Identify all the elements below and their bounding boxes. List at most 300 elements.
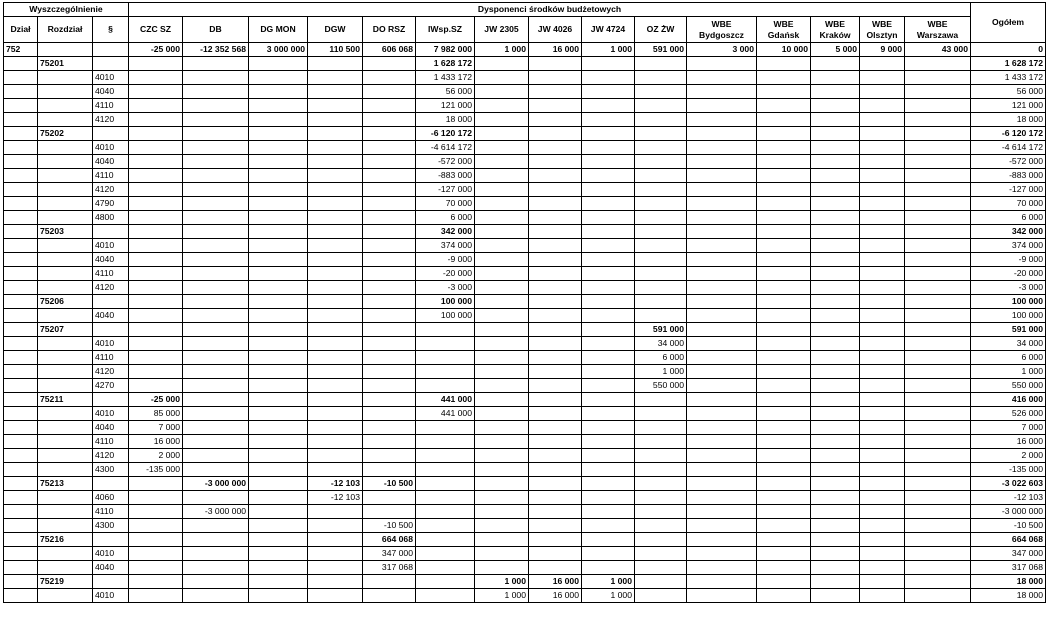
cell-amount [529, 183, 582, 197]
cell-amount [757, 575, 811, 589]
cell-amount [687, 351, 757, 365]
cell-amount: 1 000 [582, 589, 635, 603]
cell-amount [811, 337, 860, 351]
cell-amount [811, 393, 860, 407]
cell-amount [635, 393, 687, 407]
cell-amount [582, 281, 635, 295]
cell-rozdzial [38, 253, 93, 267]
cell-amount [129, 113, 183, 127]
cell-amount [363, 351, 416, 365]
cell-amount [757, 57, 811, 71]
cell-dzial [4, 99, 38, 113]
header-group-right: Dysponenci środków budżetowych [129, 3, 971, 17]
cell-amount [249, 253, 308, 267]
cell-amount [860, 351, 905, 365]
cell-amount: 5 000 [811, 43, 860, 57]
cell-amount [183, 211, 249, 225]
cell-amount [183, 365, 249, 379]
cell-total: 100 000 [971, 295, 1046, 309]
cell-amount [249, 99, 308, 113]
cell-rozdzial: 75211 [38, 393, 93, 407]
cell-amount [860, 169, 905, 183]
cell-amount [529, 407, 582, 421]
cell-paragraph [93, 57, 129, 71]
cell-amount [860, 183, 905, 197]
cell-amount [416, 365, 475, 379]
cell-amount [129, 295, 183, 309]
cell-rozdzial [38, 99, 93, 113]
cell-amount [183, 463, 249, 477]
cell-amount [129, 351, 183, 365]
cell-amount [529, 253, 582, 267]
cell-paragraph: 4110 [93, 351, 129, 365]
cell-amount [129, 183, 183, 197]
cell-amount [249, 435, 308, 449]
cell-amount [905, 267, 971, 281]
header-rozdzial: Rozdział [38, 17, 93, 43]
table-row [4, 589, 1046, 603]
table-row [4, 211, 1046, 225]
cell-amount [416, 463, 475, 477]
cell-amount [529, 337, 582, 351]
cell-amount [475, 57, 529, 71]
cell-amount [582, 421, 635, 435]
cell-amount [475, 281, 529, 295]
cell-amount [582, 463, 635, 477]
cell-amount [308, 113, 363, 127]
cell-rozdzial [38, 589, 93, 603]
cell-amount [363, 421, 416, 435]
cell-amount [582, 225, 635, 239]
cell-amount [687, 309, 757, 323]
cell-rozdzial [38, 491, 93, 505]
cell-amount: 85 000 [129, 407, 183, 421]
cell-amount [249, 57, 308, 71]
cell-amount [529, 379, 582, 393]
cell-dzial [4, 561, 38, 575]
cell-amount [183, 519, 249, 533]
cell-amount [635, 99, 687, 113]
cell-amount [582, 197, 635, 211]
table-row [4, 43, 1046, 57]
cell-paragraph: 4110 [93, 435, 129, 449]
cell-amount [183, 141, 249, 155]
cell-amount [529, 477, 582, 491]
cell-amount [757, 267, 811, 281]
cell-amount [308, 407, 363, 421]
cell-amount [308, 253, 363, 267]
cell-dzial [4, 393, 38, 407]
cell-amount [811, 547, 860, 561]
cell-amount [308, 351, 363, 365]
cell-dzial [4, 141, 38, 155]
cell-total: 347 000 [971, 547, 1046, 561]
cell-paragraph [93, 533, 129, 547]
cell-amount [811, 169, 860, 183]
cell-total: 2 000 [971, 449, 1046, 463]
table-row [4, 71, 1046, 85]
cell-amount [687, 491, 757, 505]
cell-amount [529, 211, 582, 225]
cell-amount [129, 239, 183, 253]
cell-amount [475, 323, 529, 337]
cell-amount [249, 183, 308, 197]
cell-amount [687, 197, 757, 211]
cell-amount [757, 365, 811, 379]
cell-dzial [4, 155, 38, 169]
cell-amount [860, 477, 905, 491]
cell-amount [860, 337, 905, 351]
cell-amount [687, 533, 757, 547]
cell-amount [860, 491, 905, 505]
cell-amount [475, 183, 529, 197]
cell-amount [249, 295, 308, 309]
cell-amount [860, 365, 905, 379]
cell-amount [529, 113, 582, 127]
cell-amount [529, 393, 582, 407]
cell-amount [183, 421, 249, 435]
cell-amount [183, 239, 249, 253]
header-dispenser: OZ ŻW [635, 17, 687, 43]
cell-amount [249, 533, 308, 547]
cell-rozdzial [38, 211, 93, 225]
cell-amount [687, 379, 757, 393]
cell-amount [757, 281, 811, 295]
cell-amount [811, 211, 860, 225]
cell-amount [183, 295, 249, 309]
table-row [4, 267, 1046, 281]
cell-amount [635, 589, 687, 603]
cell-amount [757, 127, 811, 141]
header-paragraph: § [93, 17, 129, 43]
cell-amount [635, 505, 687, 519]
cell-amount [529, 155, 582, 169]
cell-amount [905, 491, 971, 505]
cell-amount [635, 491, 687, 505]
cell-amount [582, 519, 635, 533]
table-row [4, 113, 1046, 127]
cell-rozdzial [38, 463, 93, 477]
cell-paragraph [93, 295, 129, 309]
cell-amount [687, 85, 757, 99]
cell-amount [811, 267, 860, 281]
cell-amount [183, 393, 249, 407]
cell-amount [363, 197, 416, 211]
cell-amount [757, 407, 811, 421]
cell-amount [757, 253, 811, 267]
cell-paragraph: 4040 [93, 561, 129, 575]
cell-amount [363, 379, 416, 393]
cell-amount [475, 561, 529, 575]
cell-dzial [4, 281, 38, 295]
cell-amount [905, 197, 971, 211]
table-row [4, 323, 1046, 337]
cell-amount [905, 239, 971, 253]
cell-amount [905, 547, 971, 561]
cell-amount [475, 407, 529, 421]
cell-rozdzial [38, 379, 93, 393]
cell-amount [529, 491, 582, 505]
cell-paragraph [93, 477, 129, 491]
cell-amount [183, 379, 249, 393]
cell-amount [475, 239, 529, 253]
table-row [4, 155, 1046, 169]
cell-amount [529, 99, 582, 113]
cell-amount: -9 000 [416, 253, 475, 267]
cell-amount [635, 421, 687, 435]
cell-rozdzial [38, 113, 93, 127]
cell-amount [183, 449, 249, 463]
cell-paragraph: 4040 [93, 155, 129, 169]
header-dispenser: JW 2305 [475, 17, 529, 43]
cell-amount [811, 379, 860, 393]
header-dispenser: WBE Kraków [811, 17, 860, 43]
cell-total: 1 000 [971, 365, 1046, 379]
table-row [4, 127, 1046, 141]
cell-amount [308, 141, 363, 155]
cell-amount [529, 351, 582, 365]
cell-amount [529, 169, 582, 183]
cell-amount [860, 99, 905, 113]
cell-amount [183, 491, 249, 505]
cell-amount [183, 127, 249, 141]
cell-amount: -10 500 [363, 519, 416, 533]
cell-amount [249, 141, 308, 155]
header-total: Ogółem [971, 3, 1046, 43]
cell-amount [129, 477, 183, 491]
cell-rozdzial [38, 561, 93, 575]
cell-amount [529, 519, 582, 533]
cell-amount [416, 435, 475, 449]
cell-total: 34 000 [971, 337, 1046, 351]
cell-amount [308, 211, 363, 225]
cell-amount [249, 85, 308, 99]
cell-amount [308, 337, 363, 351]
header-dispenser: DB [183, 17, 249, 43]
cell-amount [416, 589, 475, 603]
cell-amount [905, 379, 971, 393]
header-dispenser: WBE Warszawa [905, 17, 971, 43]
cell-amount [363, 169, 416, 183]
cell-amount [582, 155, 635, 169]
cell-amount [129, 127, 183, 141]
cell-amount [757, 155, 811, 169]
cell-amount [905, 351, 971, 365]
cell-amount [811, 295, 860, 309]
cell-amount [687, 365, 757, 379]
cell-amount [183, 71, 249, 85]
cell-paragraph [93, 225, 129, 239]
cell-amount [582, 267, 635, 281]
cell-amount: 10 000 [757, 43, 811, 57]
cell-amount [582, 85, 635, 99]
cell-amount: 7 982 000 [416, 43, 475, 57]
cell-amount [757, 113, 811, 127]
cell-amount [475, 519, 529, 533]
cell-amount [308, 309, 363, 323]
cell-total: 342 000 [971, 225, 1046, 239]
cell-amount [905, 505, 971, 519]
cell-amount [687, 589, 757, 603]
cell-dzial [4, 519, 38, 533]
cell-amount [687, 421, 757, 435]
cell-amount [529, 365, 582, 379]
cell-amount [363, 505, 416, 519]
cell-amount: -20 000 [416, 267, 475, 281]
cell-amount [687, 519, 757, 533]
cell-amount [475, 295, 529, 309]
cell-amount [582, 351, 635, 365]
header-dispenser: WBE Olsztyn [860, 17, 905, 43]
cell-amount: 1 000 [582, 43, 635, 57]
cell-amount [183, 435, 249, 449]
cell-rozdzial: 75219 [38, 575, 93, 589]
cell-amount: 16 000 [529, 589, 582, 603]
cell-dzial [4, 127, 38, 141]
cell-amount: -3 000 000 [183, 505, 249, 519]
cell-amount: 6 000 [416, 211, 475, 225]
cell-amount [308, 435, 363, 449]
cell-amount [249, 589, 308, 603]
cell-amount [757, 141, 811, 155]
table-row [4, 141, 1046, 155]
cell-amount [129, 267, 183, 281]
cell-amount [635, 183, 687, 197]
cell-amount [475, 85, 529, 99]
cell-amount [183, 547, 249, 561]
cell-amount [687, 463, 757, 477]
table-row [4, 477, 1046, 491]
cell-total: 374 000 [971, 239, 1046, 253]
cell-paragraph: 4790 [93, 197, 129, 211]
cell-amount [363, 589, 416, 603]
cell-amount [416, 337, 475, 351]
cell-amount [582, 71, 635, 85]
cell-amount [582, 309, 635, 323]
cell-amount [860, 505, 905, 519]
cell-dzial [4, 589, 38, 603]
cell-amount: 606 068 [363, 43, 416, 57]
cell-amount: -6 120 172 [416, 127, 475, 141]
cell-amount [308, 99, 363, 113]
cell-amount [529, 295, 582, 309]
cell-amount [363, 449, 416, 463]
cell-amount [635, 449, 687, 463]
cell-amount [249, 169, 308, 183]
cell-amount [860, 295, 905, 309]
cell-total: 18 000 [971, 575, 1046, 589]
cell-amount [475, 71, 529, 85]
cell-amount [687, 505, 757, 519]
cell-amount [811, 99, 860, 113]
cell-amount [129, 309, 183, 323]
cell-amount [905, 421, 971, 435]
cell-amount [183, 57, 249, 71]
cell-amount [416, 533, 475, 547]
cell-amount [475, 309, 529, 323]
cell-rozdzial: 75203 [38, 225, 93, 239]
cell-total: 526 000 [971, 407, 1046, 421]
table-row [4, 351, 1046, 365]
cell-amount [687, 337, 757, 351]
table-row [4, 85, 1046, 99]
cell-paragraph: 4110 [93, 169, 129, 183]
cell-rozdzial: 75201 [38, 57, 93, 71]
cell-amount [905, 295, 971, 309]
cell-amount [757, 589, 811, 603]
cell-amount [860, 421, 905, 435]
cell-total: -135 000 [971, 463, 1046, 477]
cell-amount [582, 169, 635, 183]
cell-amount [811, 127, 860, 141]
cell-amount [860, 309, 905, 323]
cell-amount: 342 000 [416, 225, 475, 239]
cell-amount [860, 379, 905, 393]
cell-amount [129, 225, 183, 239]
cell-rozdzial [38, 169, 93, 183]
cell-rozdzial: 75202 [38, 127, 93, 141]
cell-amount [905, 365, 971, 379]
cell-amount [860, 113, 905, 127]
cell-amount [811, 57, 860, 71]
cell-amount [860, 575, 905, 589]
cell-dzial [4, 365, 38, 379]
cell-amount [249, 421, 308, 435]
cell-total: 6 000 [971, 351, 1046, 365]
cell-amount [129, 71, 183, 85]
cell-rozdzial: 75206 [38, 295, 93, 309]
cell-rozdzial [38, 141, 93, 155]
cell-paragraph: 4010 [93, 589, 129, 603]
cell-amount [363, 127, 416, 141]
cell-amount [363, 253, 416, 267]
cell-amount [635, 127, 687, 141]
table-row [4, 379, 1046, 393]
cell-rozdzial: 75207 [38, 323, 93, 337]
cell-dzial [4, 211, 38, 225]
cell-amount [416, 477, 475, 491]
cell-amount [249, 477, 308, 491]
cell-amount [757, 351, 811, 365]
cell-amount [475, 155, 529, 169]
cell-amount [811, 477, 860, 491]
table-row [4, 295, 1046, 309]
header-dispenser: CZC SZ [129, 17, 183, 43]
cell-amount [529, 561, 582, 575]
cell-amount [582, 365, 635, 379]
cell-amount [635, 561, 687, 575]
cell-amount [582, 561, 635, 575]
header-dispenser: JW 4724 [582, 17, 635, 43]
cell-paragraph: 4110 [93, 505, 129, 519]
cell-amount [757, 533, 811, 547]
cell-amount [183, 589, 249, 603]
table-row [4, 309, 1046, 323]
cell-amount [905, 169, 971, 183]
cell-amount: 56 000 [416, 85, 475, 99]
cell-total: -4 614 172 [971, 141, 1046, 155]
cell-amount [529, 547, 582, 561]
cell-paragraph [93, 127, 129, 141]
cell-dzial [4, 225, 38, 239]
table-row [4, 519, 1046, 533]
cell-amount [905, 477, 971, 491]
cell-amount [416, 379, 475, 393]
table-row [4, 421, 1046, 435]
cell-amount [811, 197, 860, 211]
cell-amount [811, 533, 860, 547]
cell-amount [249, 239, 308, 253]
